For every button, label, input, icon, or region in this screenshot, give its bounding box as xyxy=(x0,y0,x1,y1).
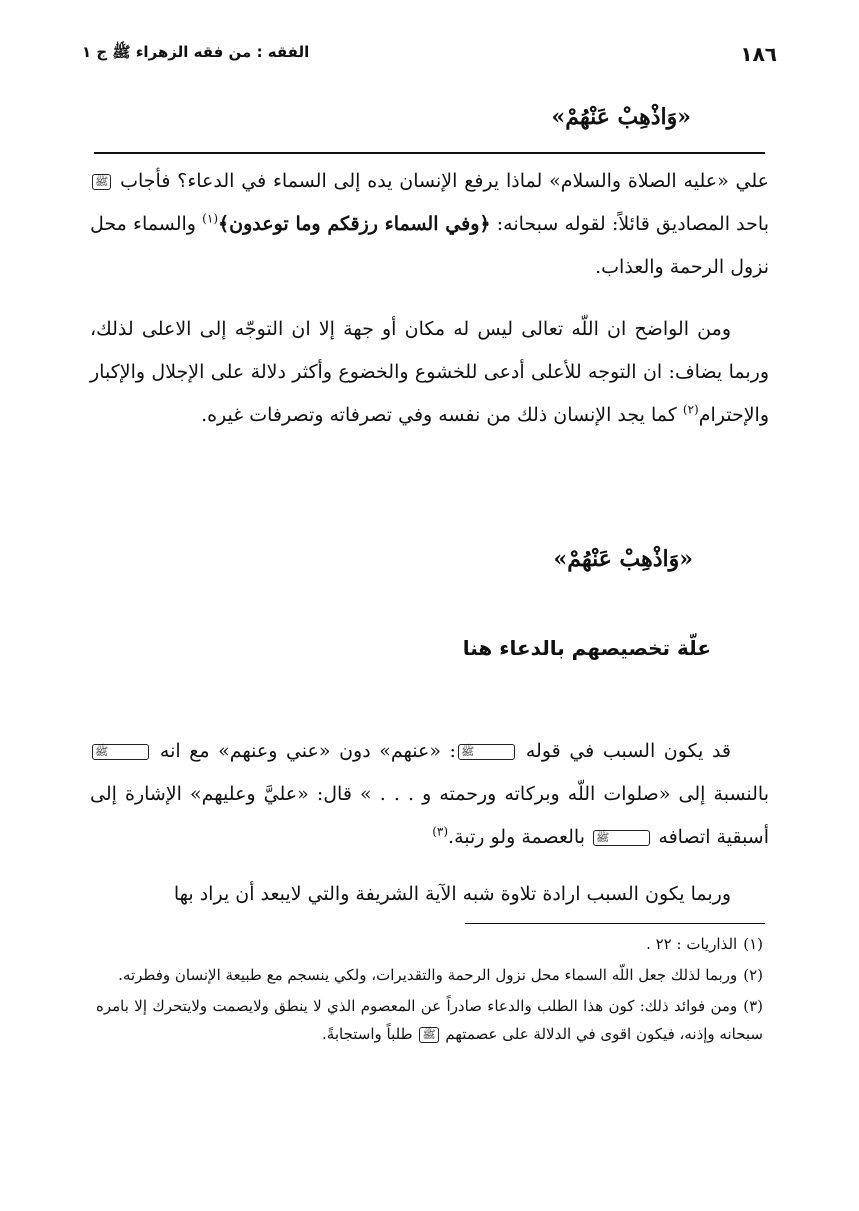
running-title: الفقه : من فقه الزهراء ﷺ ج ١ xyxy=(82,43,310,61)
footnote-text: الذاريات : ٢٢ . xyxy=(646,935,738,953)
footnote-text: ومن فوائد ذلك: كون هذا الطلب والدعاء صادراً عن المعصوم الذي لا ينطق ولايصمت ولايتحرك إلا بامره سبحانه وإذنه، فيكون اقوى في الدلالة على عصمتهم xyxy=(96,997,763,1043)
p1-line-3: والسماء محل نزول الرحمة والعذاب. xyxy=(90,213,769,278)
honorific-symbol: ﷺ xyxy=(92,174,111,190)
footnote-ref-1: (١) xyxy=(202,211,218,226)
footnote-number: (٢) xyxy=(743,966,763,984)
footnote-3 xyxy=(96,992,763,1048)
quote-heading-2: «وَاذْهِبْ عَنْهُمْ» xyxy=(553,546,693,572)
honorific-symbol: ﷺ xyxy=(92,744,149,760)
footnotes xyxy=(96,930,763,1051)
p1-line-2b: باحد المصاديق قائلاً: لقوله سبحانه: xyxy=(496,213,769,235)
quote-heading-1: «وَاذْهِبْ عَنْهُمْ» xyxy=(551,104,691,130)
footnote-ref-3: (٣) xyxy=(432,824,449,839)
footnote-2 xyxy=(96,961,763,989)
footnote-text: وربما لذلك جعل اللّه السماء محل نزول الرحمة والتقديرات، ولكي ينسجم مع طبيعة الإنسان وفطرته. xyxy=(118,966,738,984)
p1-line-1: علي «عليه الصلاة والسلام» لماذا يرفع الإنسان يده إلى السماء في الدعاء؟ xyxy=(177,170,769,192)
footnote-number: (١) xyxy=(743,935,763,953)
p3-text-b: : «عنهم» دون «عني وعنهم» مع انه xyxy=(159,740,456,762)
p3-text-a: قد يكون السبب في قوله xyxy=(525,740,731,762)
honorific-symbol: ﷺ xyxy=(458,744,515,760)
heading-rule xyxy=(94,152,765,154)
p3-text-c: بالنسبة إلى «صلوات اللّه وبركاته ورحمته و . . . » قال: «عليَّ وعليهم» الإشارة إلى أسبقية اتصافه xyxy=(90,783,769,848)
section-title: علّة تخصيصهم بالدعاء هنا xyxy=(462,636,711,660)
p3-text-d: بالعصمة ولو رتبة. xyxy=(448,826,585,848)
paragraph-4 xyxy=(90,873,769,916)
footnote-ref-2: (٢) xyxy=(682,402,699,417)
footnote-number: (٣) xyxy=(743,997,763,1015)
page-header xyxy=(82,36,777,72)
footnote-1 xyxy=(96,930,763,958)
p4-text: وربما يكون السبب ارادة تلاوة شبه الآية الشريفة والتي لايبعد أن يراد بها xyxy=(173,883,731,905)
page-number: ١٨٦ xyxy=(740,42,777,66)
quran-verse: ﴿وفي السماء رزقكم وما توعدون﴾ xyxy=(218,213,491,235)
paragraph-2 xyxy=(90,308,769,437)
footnote-rule xyxy=(465,923,765,924)
paragraph-1 xyxy=(90,160,769,289)
footnote-text-end: طلباً واستجابةً. xyxy=(322,1025,413,1043)
paragraph-3 xyxy=(90,730,769,859)
honorific-symbol: ﷺ xyxy=(593,830,650,846)
p2-text-a: ومن الواضح ان اللّه تعالى ليس له مكان أو جهة إلا ان التوجّه إلى الاعلى لذلك، وربما يضاف: ان التوجه للأعلى أدعى للخشوع والخضوع وأكثر دلالة على الإجلال والإكبار والإحترام xyxy=(90,318,769,426)
p2-text-b: كما يجد الإنسان ذلك من نفسه وفي تصرفاته وتصرفات غيره. xyxy=(201,404,677,426)
p1-line-2a: فأجاب xyxy=(120,170,171,192)
honorific-symbol: ﷺ xyxy=(419,1027,438,1043)
